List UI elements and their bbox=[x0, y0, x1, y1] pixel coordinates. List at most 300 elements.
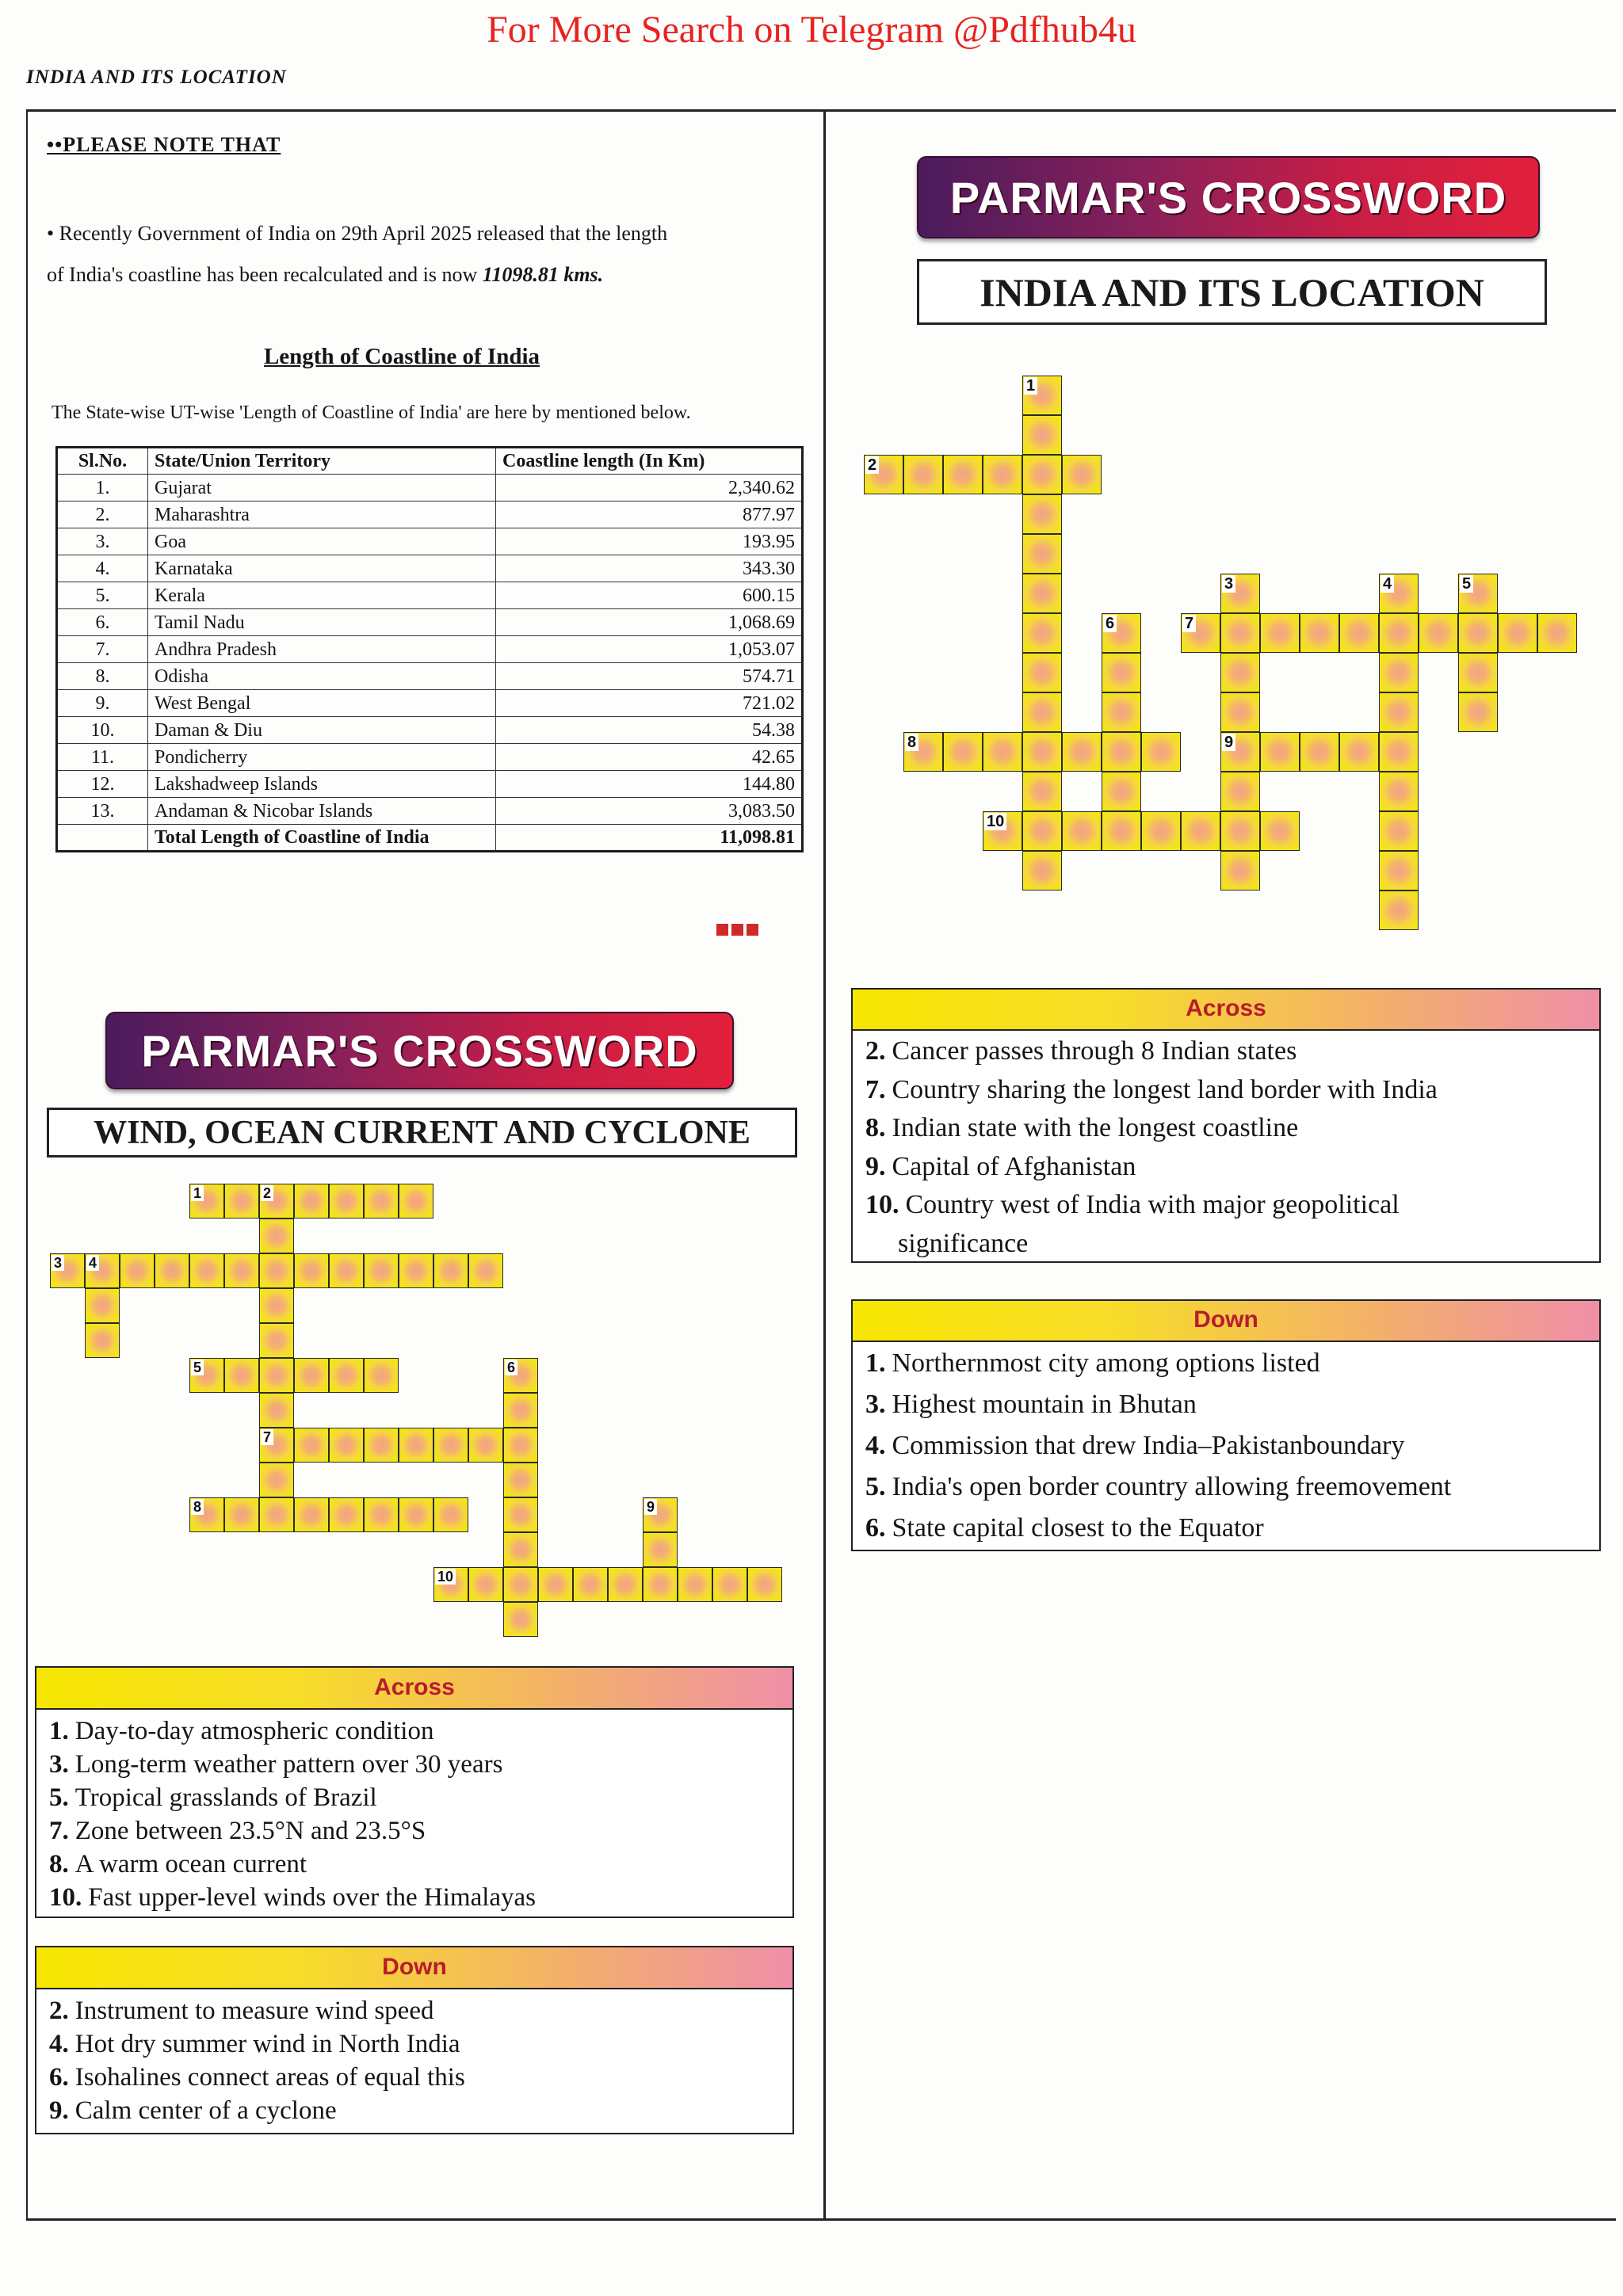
crossword-cell bbox=[399, 1184, 433, 1219]
coastline-length-cell: 1,053.07 bbox=[496, 636, 803, 663]
clue-item bbox=[865, 1508, 1587, 1549]
coastline-length-cell: 3,083.50 bbox=[496, 798, 803, 825]
clue-item bbox=[865, 1148, 1587, 1187]
clue-text: Country west of India with major geopolitical bbox=[905, 1190, 1400, 1219]
table-row bbox=[57, 717, 803, 744]
table-row bbox=[57, 475, 803, 502]
crossword-cell bbox=[1062, 732, 1102, 772]
crossword-cell bbox=[189, 1497, 224, 1532]
state-name-cell: Goa bbox=[148, 528, 496, 555]
table-row bbox=[57, 609, 803, 636]
crossword-cell bbox=[1220, 851, 1260, 891]
crossword-cell bbox=[1498, 613, 1537, 653]
clue-number: 2. bbox=[49, 1997, 69, 2025]
clue-number: 9. bbox=[865, 1151, 886, 1181]
table-row bbox=[57, 798, 803, 825]
clue-number: 2. bbox=[865, 1036, 886, 1066]
state-name-cell: Andaman & Nicobar Islands bbox=[148, 798, 496, 825]
down-clue-list bbox=[853, 1342, 1599, 1549]
clue-number: 5. bbox=[49, 1783, 69, 1812]
crossword-cell bbox=[189, 1184, 224, 1219]
crossword-cell bbox=[120, 1253, 155, 1288]
clue-number-label: 6 bbox=[1103, 615, 1117, 632]
crossword-cell bbox=[1102, 613, 1141, 653]
clue-text-continued: significance bbox=[898, 1228, 1029, 1258]
down-clues-box bbox=[35, 1946, 794, 2134]
clue-item bbox=[49, 1814, 780, 1848]
clue-number: 7. bbox=[49, 1817, 69, 1845]
clue-number-label: 2 bbox=[865, 456, 879, 474]
crossword-cell bbox=[503, 1532, 538, 1567]
crossword-cell bbox=[503, 1358, 538, 1393]
clue-item bbox=[49, 2061, 780, 2094]
crossword-cell bbox=[1339, 732, 1379, 772]
clue-number-label: 4 bbox=[1381, 575, 1394, 593]
crossword-cell bbox=[712, 1567, 747, 1602]
crossword-cell bbox=[329, 1184, 364, 1219]
crossword-cell bbox=[643, 1532, 678, 1567]
coastline-length-cell: 343.30 bbox=[496, 555, 803, 582]
crossword-topic: WIND, OCEAN CURRENT AND CYCLONE bbox=[94, 1114, 750, 1151]
crossword-cell bbox=[1181, 811, 1220, 851]
crossword-cell bbox=[503, 1602, 538, 1637]
coastline-length-cell: 2,340.62 bbox=[496, 475, 803, 502]
across-clue-list bbox=[853, 1031, 1599, 1263]
crossword-cell bbox=[364, 1184, 399, 1219]
clue-number: 9. bbox=[49, 2096, 69, 2125]
top-rule bbox=[26, 109, 1616, 112]
down-title: Down bbox=[1193, 1306, 1258, 1333]
across-header bbox=[36, 1668, 792, 1710]
note-coastline-value: 11098.81 kms. bbox=[482, 263, 604, 286]
table-row bbox=[57, 771, 803, 798]
crossword-cell bbox=[433, 1428, 468, 1463]
crossword-cell bbox=[1022, 811, 1062, 851]
crossword-cell bbox=[155, 1253, 189, 1288]
crossword-cell bbox=[1022, 494, 1062, 534]
crossword-cell bbox=[1379, 732, 1419, 772]
serial-number-cell: 2. bbox=[57, 502, 148, 528]
crossword-cell bbox=[643, 1497, 678, 1532]
clue-text: A warm ocean current bbox=[74, 1850, 307, 1878]
clue-item bbox=[49, 1748, 780, 1781]
crossword-cell bbox=[503, 1393, 538, 1428]
note-bullet-line: • Recently Government of India on 29th April 2025 released that the length bbox=[47, 222, 668, 245]
crossword-cell bbox=[1022, 772, 1062, 811]
serial-number-cell: 7. bbox=[57, 636, 148, 663]
crossword-cell bbox=[1141, 732, 1181, 772]
clue-text: Commission that drew India–Pakistanboundary bbox=[892, 1431, 1405, 1460]
crossword-cell bbox=[943, 732, 983, 772]
crossword-cell bbox=[329, 1253, 364, 1288]
clue-number-label: 8 bbox=[191, 1499, 204, 1515]
crossword-cell bbox=[329, 1358, 364, 1393]
state-name-cell: Odisha bbox=[148, 663, 496, 690]
coastline-length-cell: 877.97 bbox=[496, 502, 803, 528]
crossword-grid-wind bbox=[50, 1184, 782, 1637]
crossword-cell bbox=[50, 1253, 85, 1288]
clue-text: Capital of Afghanistan bbox=[892, 1151, 1136, 1181]
crossword-cell bbox=[294, 1184, 329, 1219]
column-header-serial: Sl.No. bbox=[57, 448, 148, 475]
crossword-cell bbox=[503, 1497, 538, 1532]
crossword-cell bbox=[903, 732, 943, 772]
crossword-cell bbox=[1102, 772, 1141, 811]
crossword-cell bbox=[1260, 613, 1300, 653]
clue-number-label: 6 bbox=[505, 1360, 517, 1375]
crossword-cell bbox=[1022, 653, 1062, 692]
clue-number-label: 1 bbox=[191, 1185, 204, 1201]
serial-number-cell: 1. bbox=[57, 475, 148, 502]
coastline-length-cell: 42.65 bbox=[496, 744, 803, 771]
table-header-row bbox=[57, 448, 803, 475]
crossword-cell bbox=[399, 1253, 433, 1288]
clue-item bbox=[865, 1425, 1587, 1466]
clue-item bbox=[49, 2094, 780, 2127]
clue-number-label: 8 bbox=[905, 734, 918, 751]
telegram-promo-text: For More Search on Telegram @Pdfhub4u bbox=[487, 9, 1136, 51]
crossword-cell bbox=[468, 1253, 503, 1288]
crossword-banner-title: PARMAR'S CROSSWORD bbox=[141, 1025, 698, 1076]
clue-text: Long-term weather pattern over 30 years bbox=[74, 1750, 503, 1779]
crossword-cell bbox=[259, 1184, 294, 1219]
serial-number-cell: 10. bbox=[57, 717, 148, 744]
note-text: of India's coastline has been recalculated and is now bbox=[47, 263, 478, 286]
end-marker-square bbox=[731, 924, 743, 936]
crossword-cell bbox=[189, 1253, 224, 1288]
serial-number-cell: 3. bbox=[57, 528, 148, 555]
clue-text: State capital closest to the Equator bbox=[892, 1513, 1264, 1543]
clue-text: Fast upper-level winds over the Himalayas bbox=[88, 1883, 537, 1912]
end-marker-square bbox=[716, 924, 728, 936]
crossword-cell bbox=[259, 1253, 294, 1288]
clue-text: Calm center of a cyclone bbox=[74, 2096, 337, 2125]
clue-number-label: 9 bbox=[644, 1499, 657, 1515]
crossword-cell bbox=[573, 1567, 608, 1602]
clue-number-label: 4 bbox=[86, 1255, 99, 1271]
crossword-cell bbox=[259, 1393, 294, 1428]
crossword-cell bbox=[85, 1288, 120, 1323]
total-label-cell: Total Length of Coastline of India bbox=[148, 825, 496, 852]
crossword-cell bbox=[503, 1567, 538, 1602]
clue-number: 10. bbox=[49, 1883, 82, 1912]
crossword-cell bbox=[433, 1567, 468, 1602]
down-clues-box bbox=[851, 1299, 1601, 1551]
crossword-cell bbox=[1220, 811, 1260, 851]
crossword-cell bbox=[1220, 732, 1260, 772]
down-header bbox=[36, 1947, 792, 1989]
coastline-length-cell: 1,068.69 bbox=[496, 609, 803, 636]
coastline-length-cell: 721.02 bbox=[496, 690, 803, 717]
clue-number: 7. bbox=[865, 1074, 886, 1104]
crossword-cell bbox=[1220, 772, 1260, 811]
clue-text: Day-to-day atmospheric condition bbox=[74, 1717, 434, 1745]
clue-item bbox=[865, 1186, 1587, 1263]
clue-item bbox=[49, 1994, 780, 2027]
crossword-cell bbox=[1062, 455, 1102, 494]
crossword-cell bbox=[943, 455, 983, 494]
crossword-cell bbox=[983, 732, 1022, 772]
table-body bbox=[57, 475, 803, 825]
crossword-cell bbox=[1537, 613, 1577, 653]
table-total-row bbox=[57, 825, 803, 852]
note-heading: ••PLEASE NOTE THAT bbox=[47, 133, 281, 156]
end-marker-square bbox=[747, 924, 758, 936]
bottom-rule bbox=[26, 2218, 1616, 2221]
crossword-cell bbox=[329, 1428, 364, 1463]
crossword-cell bbox=[903, 455, 943, 494]
clue-text: Cancer passes through 8 Indian states bbox=[892, 1036, 1297, 1066]
crossword-cell bbox=[1379, 851, 1419, 891]
table-row bbox=[57, 502, 803, 528]
state-name-cell: Lakshadweep Islands bbox=[148, 771, 496, 798]
clue-item bbox=[865, 1384, 1587, 1425]
crossword-cell bbox=[1022, 692, 1062, 732]
state-name-cell: Daman & Diu bbox=[148, 717, 496, 744]
table-row bbox=[57, 744, 803, 771]
coastline-length-cell: 574.71 bbox=[496, 663, 803, 690]
crossword-cell bbox=[433, 1497, 468, 1532]
crossword-banner bbox=[917, 156, 1540, 238]
clue-number-label: 9 bbox=[1222, 734, 1235, 751]
crossword-cell bbox=[399, 1497, 433, 1532]
crossword-cell bbox=[259, 1428, 294, 1463]
down-clue-list bbox=[36, 1989, 792, 2127]
crossword-cell bbox=[294, 1358, 329, 1393]
clue-number: 6. bbox=[865, 1513, 886, 1543]
clue-number-label: 3 bbox=[52, 1255, 64, 1271]
clue-number-label: 7 bbox=[261, 1429, 273, 1445]
clue-item bbox=[865, 1466, 1587, 1508]
clue-number: 5. bbox=[865, 1472, 886, 1501]
serial-number-cell: 8. bbox=[57, 663, 148, 690]
across-title: Across bbox=[374, 1674, 455, 1700]
clue-number: 4. bbox=[49, 2030, 69, 2058]
crossword-cell bbox=[983, 811, 1022, 851]
crossword-cell bbox=[1379, 891, 1419, 930]
crossword-cell bbox=[85, 1253, 120, 1288]
crossword-cell bbox=[189, 1358, 224, 1393]
clue-item bbox=[865, 1343, 1587, 1384]
clue-item bbox=[49, 1881, 780, 1914]
clue-item bbox=[49, 1781, 780, 1814]
column-header-length: Coastline length (In Km) bbox=[496, 448, 803, 475]
crossword-cell bbox=[1141, 811, 1181, 851]
crossword-topic-box bbox=[917, 259, 1547, 325]
state-name-cell: West Bengal bbox=[148, 690, 496, 717]
crossword-grid-india bbox=[864, 376, 1577, 930]
crossword-cell bbox=[608, 1567, 643, 1602]
table-header bbox=[57, 448, 803, 475]
crossword-cell bbox=[747, 1567, 782, 1602]
crossword-cell bbox=[85, 1323, 120, 1358]
crossword-cell bbox=[1379, 613, 1419, 653]
crossword-cell bbox=[1022, 732, 1062, 772]
table-row bbox=[57, 663, 803, 690]
table-row bbox=[57, 528, 803, 555]
crossword-cell bbox=[1260, 732, 1300, 772]
left-rule bbox=[26, 109, 28, 2220]
table-row bbox=[57, 555, 803, 582]
across-clues-box bbox=[35, 1666, 794, 1918]
state-name-cell: Tamil Nadu bbox=[148, 609, 496, 636]
crossword-cell bbox=[294, 1497, 329, 1532]
clue-number: 8. bbox=[865, 1113, 886, 1142]
coastline-table bbox=[55, 446, 804, 852]
clue-item bbox=[49, 1714, 780, 1748]
crossword-cell bbox=[1300, 613, 1339, 653]
crossword-cell bbox=[224, 1253, 259, 1288]
crossword-cell bbox=[1022, 534, 1062, 574]
crossword-cell bbox=[259, 1323, 294, 1358]
crossword-banner bbox=[105, 1012, 734, 1089]
clue-number: 3. bbox=[49, 1750, 69, 1779]
down-header bbox=[853, 1301, 1599, 1342]
coastline-table-intro: The State-wise UT-wise 'Length of Coastline of India' are here by mentioned below. bbox=[52, 402, 691, 423]
crossword-cell bbox=[1458, 613, 1498, 653]
crossword-cell bbox=[259, 1288, 294, 1323]
clue-number-label: 1 bbox=[1024, 377, 1037, 395]
crossword-cell bbox=[1458, 653, 1498, 692]
crossword-cell bbox=[1102, 732, 1141, 772]
crossword-cell bbox=[503, 1428, 538, 1463]
crossword-cell bbox=[643, 1567, 678, 1602]
clue-text: Isohalines connect areas of equal this bbox=[74, 2063, 465, 2092]
note-bullet-line-continued bbox=[47, 263, 603, 287]
crossword-cell bbox=[468, 1567, 503, 1602]
page-heading: INDIA AND ITS LOCATION bbox=[26, 67, 287, 88]
across-header bbox=[853, 990, 1599, 1031]
clue-item bbox=[865, 1109, 1587, 1148]
coastline-length-cell: 144.80 bbox=[496, 771, 803, 798]
crossword-cell bbox=[1458, 692, 1498, 732]
clue-number-label: 10 bbox=[435, 1569, 456, 1585]
crossword-cell bbox=[294, 1428, 329, 1463]
clue-number-label: 10 bbox=[984, 813, 1006, 830]
clue-number: 6. bbox=[49, 2063, 69, 2092]
crossword-cell bbox=[1379, 692, 1419, 732]
crossword-cell bbox=[364, 1497, 399, 1532]
clue-text: Highest mountain in Bhutan bbox=[892, 1390, 1197, 1419]
coastline-length-cell: 600.15 bbox=[496, 582, 803, 609]
crossword-cell bbox=[1300, 732, 1339, 772]
table-row bbox=[57, 690, 803, 717]
crossword-banner-title: PARMAR'S CROSSWORD bbox=[949, 172, 1507, 223]
crossword-cell bbox=[503, 1463, 538, 1497]
crossword-cell bbox=[259, 1463, 294, 1497]
clue-item bbox=[865, 1071, 1587, 1110]
crossword-cell bbox=[1022, 376, 1062, 415]
table-row bbox=[57, 636, 803, 663]
crossword-cell bbox=[1062, 811, 1102, 851]
clue-text: Country sharing the longest land border with India bbox=[892, 1074, 1438, 1104]
total-serial-cell bbox=[57, 825, 148, 852]
crossword-cell bbox=[364, 1358, 399, 1393]
crossword-cell bbox=[1022, 613, 1062, 653]
crossword-cell bbox=[1220, 653, 1260, 692]
crossword-cell bbox=[1102, 653, 1141, 692]
across-clue-list bbox=[36, 1710, 792, 1914]
state-name-cell: Karnataka bbox=[148, 555, 496, 582]
clue-text: India's open border country allowing freemovement bbox=[892, 1472, 1452, 1501]
column-divider bbox=[823, 109, 826, 2220]
clue-text: Tropical grasslands of Brazil bbox=[74, 1783, 377, 1812]
crossword-cell bbox=[1379, 811, 1419, 851]
column-header-state: State/Union Territory bbox=[148, 448, 496, 475]
clue-number-label: 5 bbox=[191, 1360, 204, 1375]
crossword-cell bbox=[224, 1184, 259, 1219]
crossword-cell bbox=[1102, 811, 1141, 851]
crossword-cell bbox=[1022, 415, 1062, 455]
serial-number-cell: 6. bbox=[57, 609, 148, 636]
across-title: Across bbox=[1186, 995, 1266, 1021]
crossword-cell bbox=[259, 1219, 294, 1253]
crossword-cell bbox=[1458, 574, 1498, 613]
across-clues-box bbox=[851, 988, 1601, 1263]
crossword-cell bbox=[1022, 455, 1062, 494]
crossword-cell bbox=[1379, 772, 1419, 811]
clue-number: 3. bbox=[865, 1390, 886, 1419]
state-name-cell: Maharashtra bbox=[148, 502, 496, 528]
table-footer bbox=[57, 825, 803, 852]
crossword-cell bbox=[433, 1253, 468, 1288]
crossword-cell bbox=[1022, 574, 1062, 613]
coastline-length-cell: 54.38 bbox=[496, 717, 803, 744]
crossword-cell bbox=[259, 1358, 294, 1393]
crossword-topic: INDIA AND ITS LOCATION bbox=[980, 269, 1484, 315]
crossword-cell bbox=[983, 455, 1022, 494]
clue-text: Hot dry summer wind in North India bbox=[74, 2030, 460, 2058]
table-row bbox=[57, 582, 803, 609]
crossword-cell bbox=[864, 455, 903, 494]
crossword-cell bbox=[364, 1253, 399, 1288]
crossword-cell bbox=[1419, 613, 1458, 653]
serial-number-cell: 11. bbox=[57, 744, 148, 771]
crossword-cell bbox=[538, 1567, 573, 1602]
crossword-cell bbox=[468, 1428, 503, 1463]
crossword-cell bbox=[1220, 574, 1260, 613]
crossword-topic-box bbox=[47, 1108, 797, 1158]
serial-number-cell: 13. bbox=[57, 798, 148, 825]
crossword-cell bbox=[224, 1497, 259, 1532]
crossword-cell bbox=[1379, 653, 1419, 692]
crossword-cell bbox=[224, 1358, 259, 1393]
clue-number: 1. bbox=[49, 1717, 69, 1745]
crossword-cell bbox=[1379, 574, 1419, 613]
serial-number-cell: 5. bbox=[57, 582, 148, 609]
crossword-cell bbox=[1339, 613, 1379, 653]
state-name-cell: Andhra Pradesh bbox=[148, 636, 496, 663]
crossword-cell bbox=[1181, 613, 1220, 653]
clue-number-label: 5 bbox=[1460, 575, 1473, 593]
down-title: Down bbox=[382, 1954, 447, 1980]
coastline-table-title: Length of Coastline of India bbox=[263, 344, 540, 369]
clue-text: Northernmost city among options listed bbox=[892, 1348, 1320, 1378]
coastline-length-cell: 193.95 bbox=[496, 528, 803, 555]
state-name-cell: Gujarat bbox=[148, 475, 496, 502]
clue-item bbox=[865, 1032, 1587, 1071]
clue-text: Instrument to measure wind speed bbox=[74, 1997, 434, 2025]
clue-number-label: 2 bbox=[261, 1185, 273, 1201]
clue-number: 8. bbox=[49, 1850, 69, 1878]
crossword-cell bbox=[1260, 811, 1300, 851]
clue-number-label: 3 bbox=[1222, 575, 1235, 593]
clue-text: Indian state with the longest coastline bbox=[892, 1113, 1299, 1142]
crossword-cell bbox=[294, 1253, 329, 1288]
clue-number: 4. bbox=[865, 1431, 886, 1460]
serial-number-cell: 12. bbox=[57, 771, 148, 798]
crossword-cell bbox=[1102, 692, 1141, 732]
